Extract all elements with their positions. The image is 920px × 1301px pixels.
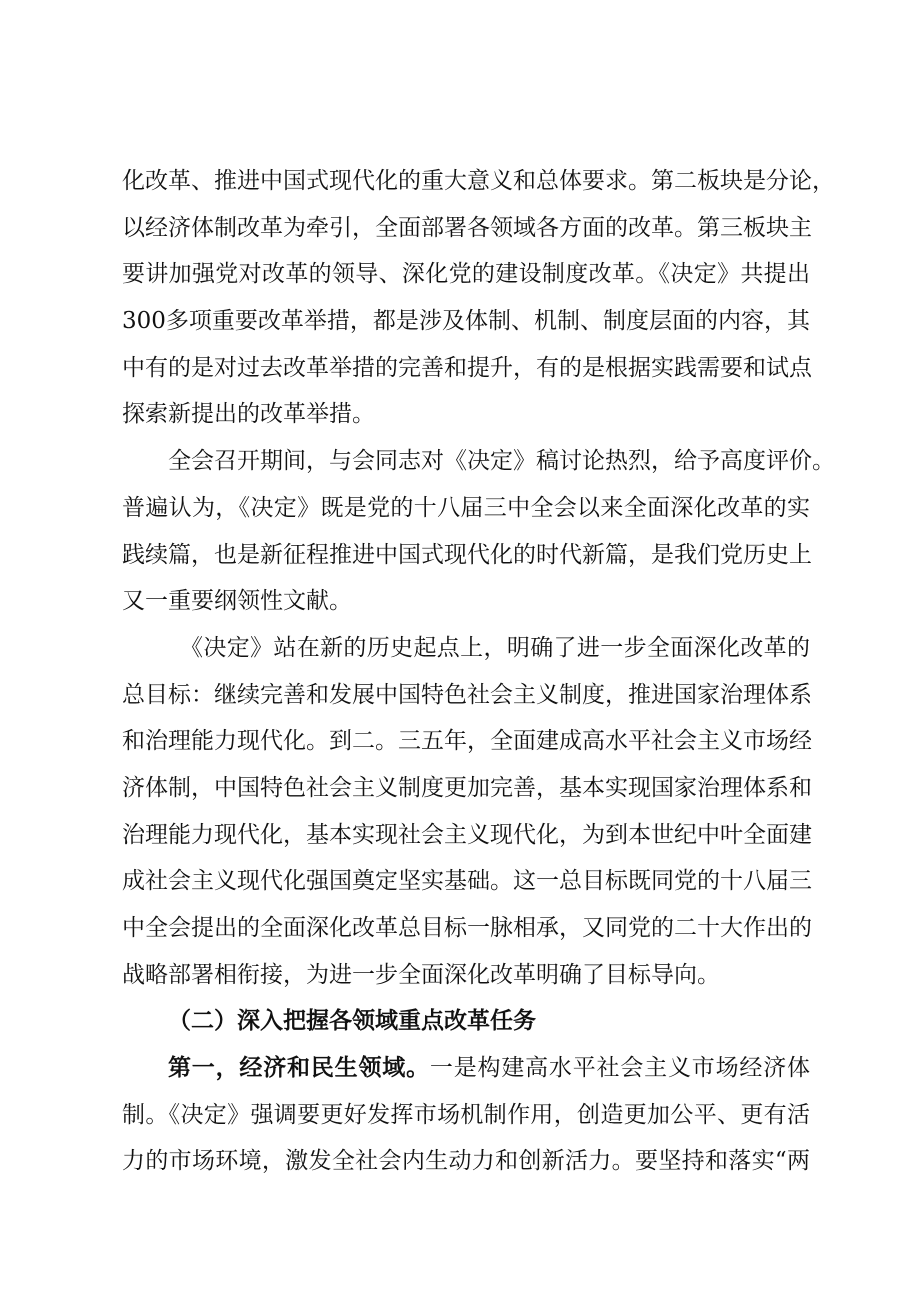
text-line: 中全会提出的全面深化改革总目标一脉相承，又同党的二十大作出的 xyxy=(122,915,812,941)
text-line: 以经济体制改革为牵引，全面部署各领域各方面的改革。第三板块主 xyxy=(122,214,812,241)
paragraph-lead: 第一，经济和民生领域。 xyxy=(168,1054,430,1082)
text-line: 又一重要纲领性文献。 xyxy=(122,588,352,615)
text-line: 济体制，中国特色社会主义制度更加完善，基本实现国家治理体系和 xyxy=(122,774,812,801)
document-body xyxy=(122,158,835,1185)
text-line: 成社会主义现代化强国奠定坚实基础。这一总目标既同党的十八届三 xyxy=(122,868,812,895)
text-line: 治理能力现代化，基本实现社会主义现代化，为到本世纪中叶全面建 xyxy=(122,821,812,848)
text-line: 普遍认为，《决定》既是党的十八届三中全会以来全面深化改革的实 xyxy=(122,494,810,521)
section-heading: （二）深入把握各领域重点改革任务 xyxy=(168,1007,536,1035)
text-line: 300多项重要改革举措，都是涉及体制、机制、制度层面的内容，其 xyxy=(122,308,810,335)
text-line: 总目标：继续完善和发展中国特色社会主义制度，推进国家治理体系 xyxy=(122,681,812,708)
text-line: 化改革、推进中国式现代化的重大意义和总体要求。第二板块是分论， xyxy=(122,168,835,194)
text-line: 中有的是对过去改革举措的完善和提升，有的是根据实践需要和试点 xyxy=(122,354,812,381)
paragraph-4 xyxy=(122,1045,810,1185)
paragraph-3 xyxy=(122,625,810,999)
text-line: 《决定》站在新的历史起点上，明确了进一步全面深化改革的 xyxy=(180,634,810,661)
text-line: 践续篇，也是新征程推进中国式现代化的时代新篇，是我们党历史上 xyxy=(122,541,812,568)
text-line xyxy=(122,1045,810,1092)
text-line: 全会召开期间，与会同志对《决定》稿讨论热烈，给予高度评价。 xyxy=(168,448,835,475)
text-run: 一是构建高水平社会主义市场经济体 xyxy=(429,1055,811,1082)
text-line: 和治理能力现代化。到二。三五年，全面建成高水平社会主义市场经 xyxy=(122,728,812,755)
text-line: 探索新提出的改革举措。 xyxy=(122,401,375,428)
paragraph-2 xyxy=(122,438,835,625)
text-line: 战略部署相衔接，为进一步全面深化改革明确了目标导向。 xyxy=(122,961,720,988)
text-line: 制。《决定》强调要更好发挥市场机制作用，创造更加公平、更有活 xyxy=(122,1101,810,1128)
text-line: 力的市场环境，激发全社会内生动力和创新活力。要坚持和落实“两 xyxy=(122,1148,810,1175)
text-line: 要讲加强党对改革的领导、深化党的建设制度改革。《决定》共提出 xyxy=(122,261,810,288)
paragraph-1 xyxy=(122,158,835,438)
